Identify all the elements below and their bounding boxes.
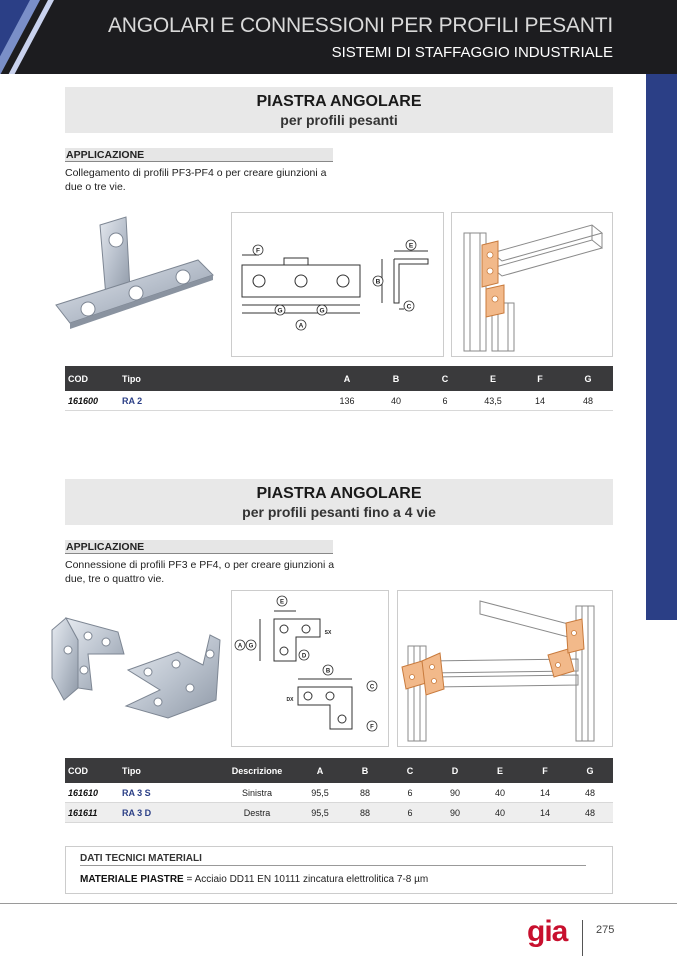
application-drawing-ra2 (451, 212, 613, 357)
technical-drawing-ra2 (231, 212, 444, 357)
header-title: ANGOLARI E CONNESSIONI PER PROFILI PESANTI (107, 14, 613, 37)
cell-b: 88 (359, 807, 370, 818)
page-header (0, 0, 677, 74)
section2-title-box (65, 479, 613, 525)
cell-cod: 161600 (68, 395, 99, 406)
col-header-cod: COD (68, 765, 88, 776)
cell-b: 88 (359, 787, 370, 798)
cell-g: 48 (584, 787, 595, 798)
table-row (65, 783, 613, 803)
section1-subtitle: per profili pesanti (280, 112, 398, 128)
dim-label-a: A (298, 322, 304, 330)
col-header-c: C (406, 765, 414, 776)
col-header-tipo: Tipo (122, 373, 141, 384)
col-header-f: F (537, 373, 543, 384)
cell-f: 14 (539, 787, 550, 798)
table-header-row (65, 366, 613, 391)
dim-label-d: D (301, 653, 307, 660)
cell-descrizione: Destra (243, 807, 271, 818)
product-photo-ra3 (48, 610, 223, 730)
cell-c: 6 (407, 787, 413, 798)
section2-title: PIASTRA ANGOLARE (256, 485, 422, 502)
table-row (65, 391, 613, 411)
col-header-b: B (392, 373, 400, 384)
cell-d: 90 (449, 787, 460, 798)
section1-application-label: APPLICAZIONE (65, 148, 333, 162)
dim-label-dx: DX (286, 697, 294, 703)
page-number: 275 (596, 924, 615, 936)
table-row (65, 803, 613, 823)
materials-divider (80, 865, 586, 866)
col-header-e: E (489, 373, 496, 384)
cell-c: 6 (407, 807, 413, 818)
dim-label-b: B (325, 668, 331, 675)
dim-label-a: A (237, 643, 243, 650)
cell-g: 48 (584, 807, 595, 818)
section1-application-text: Collegamento di profili PF3-PF4 o per creare giunzioni a due o tre vie. (65, 167, 327, 193)
cell-f: 14 (539, 807, 550, 818)
cell-tipo: RA 2 (122, 395, 143, 406)
materials-key: MATERIALE PIASTRE (80, 874, 184, 885)
dim-label-c: C (406, 303, 412, 311)
technical-drawing-ra3 (231, 590, 389, 747)
col-header-cod: COD (68, 373, 88, 384)
materials-box (65, 846, 613, 894)
dim-label-f: F (370, 724, 374, 731)
dim-label-f: F (256, 247, 260, 255)
side-color-bar (646, 74, 677, 620)
dim-label-sx: SX (324, 630, 332, 636)
col-header-d: D (451, 765, 459, 776)
dim-label-g: G (248, 643, 254, 650)
cell-a: 95,5 (311, 787, 329, 798)
cell-cod: 161610 (68, 787, 99, 798)
materials-label: DATI TECNICI MATERIALI (80, 853, 202, 864)
dim-label-e: E (408, 242, 414, 250)
cell-d: 90 (449, 807, 460, 818)
materials-text (80, 874, 428, 885)
dim-label-g: G (319, 307, 325, 315)
col-header-f: F (542, 765, 548, 776)
section2-application-text: Connessione di profili PF3 e PF4, o per creare giunzioni a due, tre o quattro vie. (65, 559, 335, 585)
cell-e: 43,5 (484, 395, 502, 406)
table-header-row (65, 758, 613, 783)
dim-label-b: B (375, 278, 381, 286)
section1-title-box (65, 87, 613, 133)
dim-label-g: G (277, 307, 283, 315)
col-header-tipo: Tipo (122, 765, 141, 776)
product-table-ra2 (65, 366, 613, 411)
cell-a: 136 (339, 395, 355, 406)
col-header-c: C (441, 373, 449, 384)
cell-a: 95,5 (311, 807, 329, 818)
cell-b: 40 (390, 395, 401, 406)
cell-tipo: RA 3 D (122, 807, 152, 818)
cell-tipo: RA 3 S (122, 787, 151, 798)
cell-g: 48 (582, 395, 593, 406)
dim-label-e: E (279, 599, 285, 606)
cell-e: 40 (494, 807, 505, 818)
product-table-ra3 (65, 758, 613, 823)
col-header-a: A (343, 373, 351, 384)
product-photo-ra2 (48, 205, 218, 345)
application-drawing-ra3 (397, 590, 613, 747)
footer-separator (582, 920, 583, 956)
col-header-a: A (316, 765, 324, 776)
brand-logo: gia (527, 915, 568, 948)
col-header-descrizione: Descrizione (231, 765, 283, 776)
cell-e: 40 (494, 787, 505, 798)
col-header-e: E (496, 765, 503, 776)
section2-application-label: APPLICAZIONE (65, 540, 333, 554)
col-header-g: G (584, 373, 592, 384)
cell-f: 14 (534, 395, 545, 406)
section2-subtitle: per profili pesanti fino a 4 vie (242, 504, 436, 520)
dim-label-c: C (369, 684, 375, 691)
cell-descrizione: Sinistra (241, 787, 272, 798)
footer-divider (0, 903, 677, 904)
col-header-b: B (361, 765, 369, 776)
cell-cod: 161611 (68, 807, 98, 818)
col-header-g: G (586, 765, 594, 776)
header-subtitle: SISTEMI DI STAFFAGGIO INDUSTRIALE (331, 44, 613, 61)
cell-c: 6 (442, 395, 448, 406)
section1-title: PIASTRA ANGOLARE (256, 93, 422, 110)
materials-value: = Acciaio DD11 EN 10111 zincatura elettrolitica 7-8 µm (183, 874, 429, 885)
